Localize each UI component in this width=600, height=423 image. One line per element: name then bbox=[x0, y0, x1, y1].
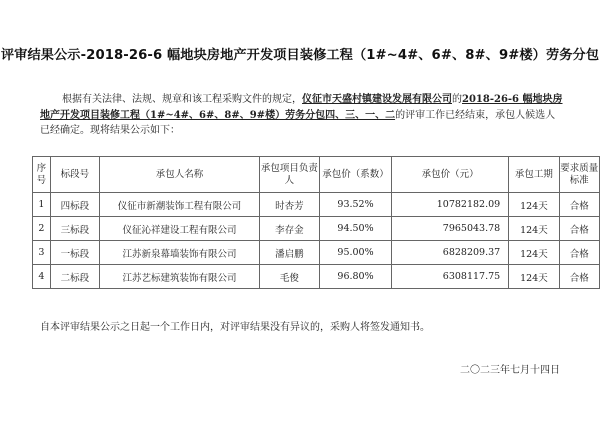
cell-no: 2 bbox=[33, 217, 51, 241]
cell-period: 124天 bbox=[509, 193, 559, 217]
project-name: 2018-26-6 幅地块房地产开发项目装修工程（1#~4#、6#、8#、9#楼）劳务分包四、三、一、二 bbox=[40, 94, 563, 121]
cell-price: 6828209.37 bbox=[392, 241, 509, 265]
cell-manager: 毛俊 bbox=[259, 265, 319, 289]
result-table bbox=[32, 156, 600, 289]
intro-paragraph bbox=[40, 92, 564, 139]
cell-section: 四标段 bbox=[50, 193, 99, 217]
intro-text-2: 的 bbox=[452, 94, 462, 105]
cell-contractor: 仪征沁祥建设工程有限公司 bbox=[100, 217, 260, 241]
header-quality: 要求质量标准 bbox=[559, 157, 599, 193]
cell-coefficient: 93.52% bbox=[319, 193, 391, 217]
page-title: 评审结果公示-2018-26-6 幅地块房地产开发项目装修工程（1#~4#、6#、8#、9#楼）劳务分包 bbox=[0, 48, 600, 63]
header-price: 承包价（元） bbox=[392, 157, 509, 193]
table-row bbox=[33, 241, 600, 265]
cell-section: 二标段 bbox=[50, 265, 99, 289]
cell-period: 124天 bbox=[509, 265, 559, 289]
header-period: 承包工期 bbox=[509, 157, 559, 193]
header-coefficient: 承包价（系数） bbox=[319, 157, 391, 193]
cell-no: 3 bbox=[33, 241, 51, 265]
header-contractor: 承包人名称 bbox=[100, 157, 260, 193]
cell-contractor: 江苏新泉幕墙装饰有限公司 bbox=[100, 241, 260, 265]
cell-manager: 潘启鹏 bbox=[259, 241, 319, 265]
table-row bbox=[33, 193, 600, 217]
owner-name: 仪征市天盛村镇建设发展有限公司 bbox=[302, 94, 452, 105]
cell-quality: 合格 bbox=[559, 241, 599, 265]
cell-quality: 合格 bbox=[559, 193, 599, 217]
cell-period: 124天 bbox=[509, 241, 559, 265]
header-no: 序号 bbox=[33, 157, 51, 193]
cell-no: 4 bbox=[33, 265, 51, 289]
cell-quality: 合格 bbox=[559, 217, 599, 241]
cell-manager: 时杏芳 bbox=[259, 193, 319, 217]
header-manager: 承包项目负责人 bbox=[259, 157, 319, 193]
cell-period: 124天 bbox=[509, 217, 559, 241]
table-row bbox=[33, 217, 600, 241]
cell-no: 1 bbox=[33, 193, 51, 217]
cell-coefficient: 96.80% bbox=[319, 265, 391, 289]
cell-section: 一标段 bbox=[50, 241, 99, 265]
table-header-row bbox=[33, 157, 600, 193]
cell-section: 三标段 bbox=[50, 217, 99, 241]
cell-price: 10782182.09 bbox=[392, 193, 509, 217]
header-section: 标段号 bbox=[50, 157, 99, 193]
cell-manager: 李存金 bbox=[259, 217, 319, 241]
cell-coefficient: 94.50% bbox=[319, 217, 391, 241]
cell-contractor: 仪征市新潮装饰工程有限公司 bbox=[100, 193, 260, 217]
cell-coefficient: 95.00% bbox=[319, 241, 391, 265]
cell-price: 7965043.78 bbox=[392, 217, 509, 241]
cell-quality: 合格 bbox=[559, 265, 599, 289]
intro-text-3: 的评审工作已经结束，承包人候选人已经确定。现将结果公示如下： bbox=[40, 109, 556, 136]
cell-contractor: 江苏艺标建筑装饰有限公司 bbox=[100, 265, 260, 289]
footer-notice: 自本评审结果公示之日起一个工作日内，对评审结果没有异议的，采购人将签发通知书。 bbox=[40, 322, 430, 333]
document-date: 二〇二三年七月十四日 bbox=[460, 365, 560, 376]
cell-price: 6308117.75 bbox=[392, 265, 509, 289]
intro-text-1: 根据有关法律、法规、规章和该工程采购文件的规定， bbox=[62, 94, 302, 105]
table-row bbox=[33, 265, 600, 289]
